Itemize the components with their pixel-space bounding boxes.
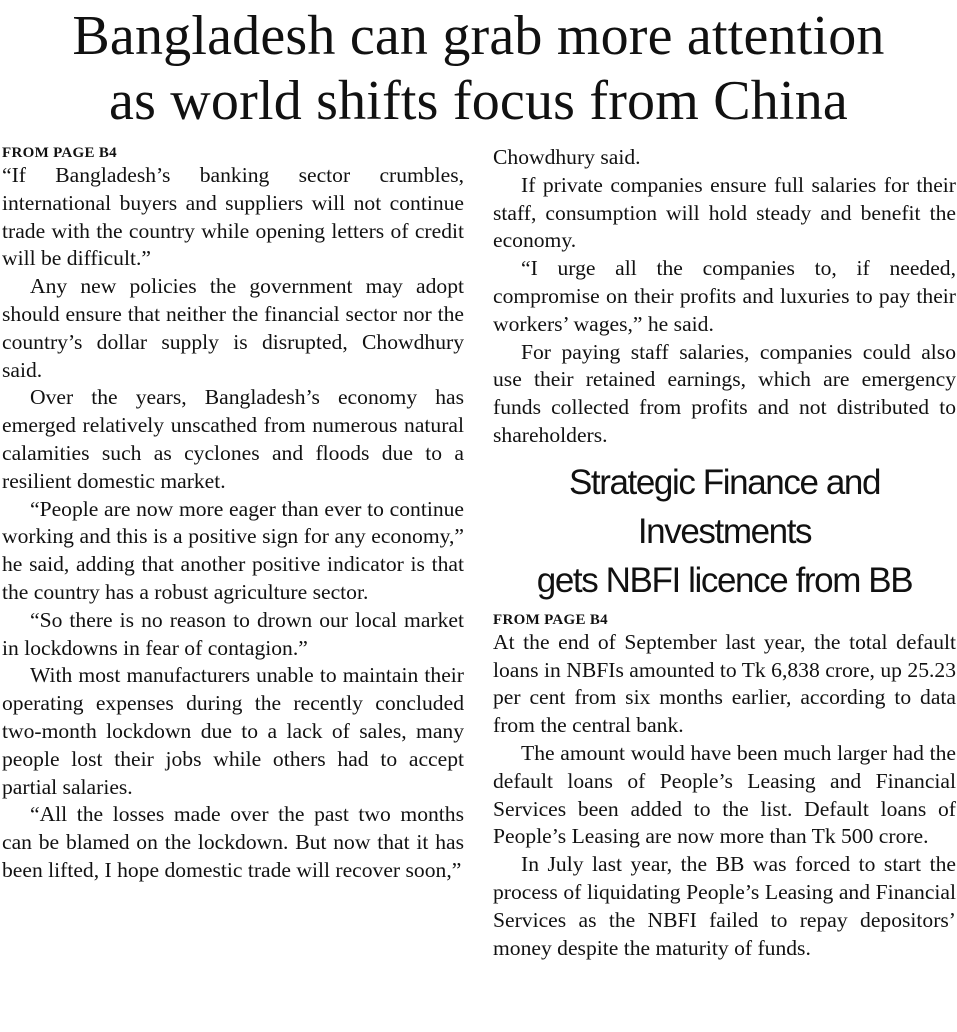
paragraph: Chowdhury said.: [493, 145, 641, 169]
headline-line-1: Bangladesh can grab more attention: [72, 5, 885, 67]
article-headline: [0, 4, 957, 134]
paragraph: Over the years, Bangladesh’s economy has emerged relatively unscathed from numerous natural calamities such as cyclones and floods due to a resilient domestic market.: [2, 385, 464, 493]
paragraph: “So there is no reason to drown our local market in lockdowns in fear of contagion.”: [2, 607, 464, 660]
paragraph: “I urge all the companies to, if needed, compromise on their profits and luxuries to pay their workers’ wages,” he said.: [493, 256, 956, 336]
paragraph: With most manufacturers unable to maintain their operating expenses during the recently concluded two-month lockdown due to a lack of sales, many people lost their jobs while others had to accept partial salaries.: [2, 663, 464, 799]
paragraph: The amount would have been much larger had the default loans of People’s Leasing and Financial Services been added to the list. Default loans of People’s Leasing are now more than Tk 500 crore.: [493, 740, 956, 849]
paragraph: “If Bangladesh’s banking sector crumbles, international buyers and suppliers will not continue trade with the country while opening letters of credit will be difficult.”: [2, 163, 464, 271]
paragraph: In July last year, the BB was forced to start the process of liquidating People’s Leasing and Financial Services as the NBFI failed to repay depositors’ money despite the maturity of funds.: [493, 852, 956, 960]
headline-line-2: as world shifts focus from China: [109, 70, 848, 132]
second-article-headline: [493, 458, 956, 605]
right-column: [493, 144, 956, 962]
subhead-line-1: Strategic Finance and Investments: [568, 462, 881, 551]
dateline: FROM PAGE B4: [2, 145, 117, 161]
left-column: [2, 144, 464, 885]
second-dateline: FROM PAGE B4: [493, 611, 608, 628]
paragraph: For paying staff salaries, companies could also use their retained earnings, which are emergency funds collected from profits and not distributed to shareholders.: [493, 339, 956, 447]
paragraph: At the end of September last year, the total default loans in NBFIs amounted to Tk 6,838 crore, up 25.23 per cent from six months earlier, according to data from the central bank.: [493, 629, 956, 738]
paragraph: Any new policies the government may adopt should ensure that neither the financial sector nor the country’s dollar supply is disrupted, Chowdhury said.: [2, 274, 464, 382]
subhead-line-2: gets NBFI licence from BB: [536, 560, 913, 600]
paragraph: “All the losses made over the past two months can be blamed on the lockdown. But now that it has been lifted, I hope domestic trade will recover soon,”: [2, 802, 464, 882]
paragraph: If private companies ensure full salaries for their staff, consumption will hold steady and benefit the economy.: [493, 172, 956, 253]
paragraph: “People are now more eager than ever to continue working and this is a positive sign for any economy,” he said, adding that another positive indicator is that the country has a robust agriculture sector.: [2, 496, 464, 604]
